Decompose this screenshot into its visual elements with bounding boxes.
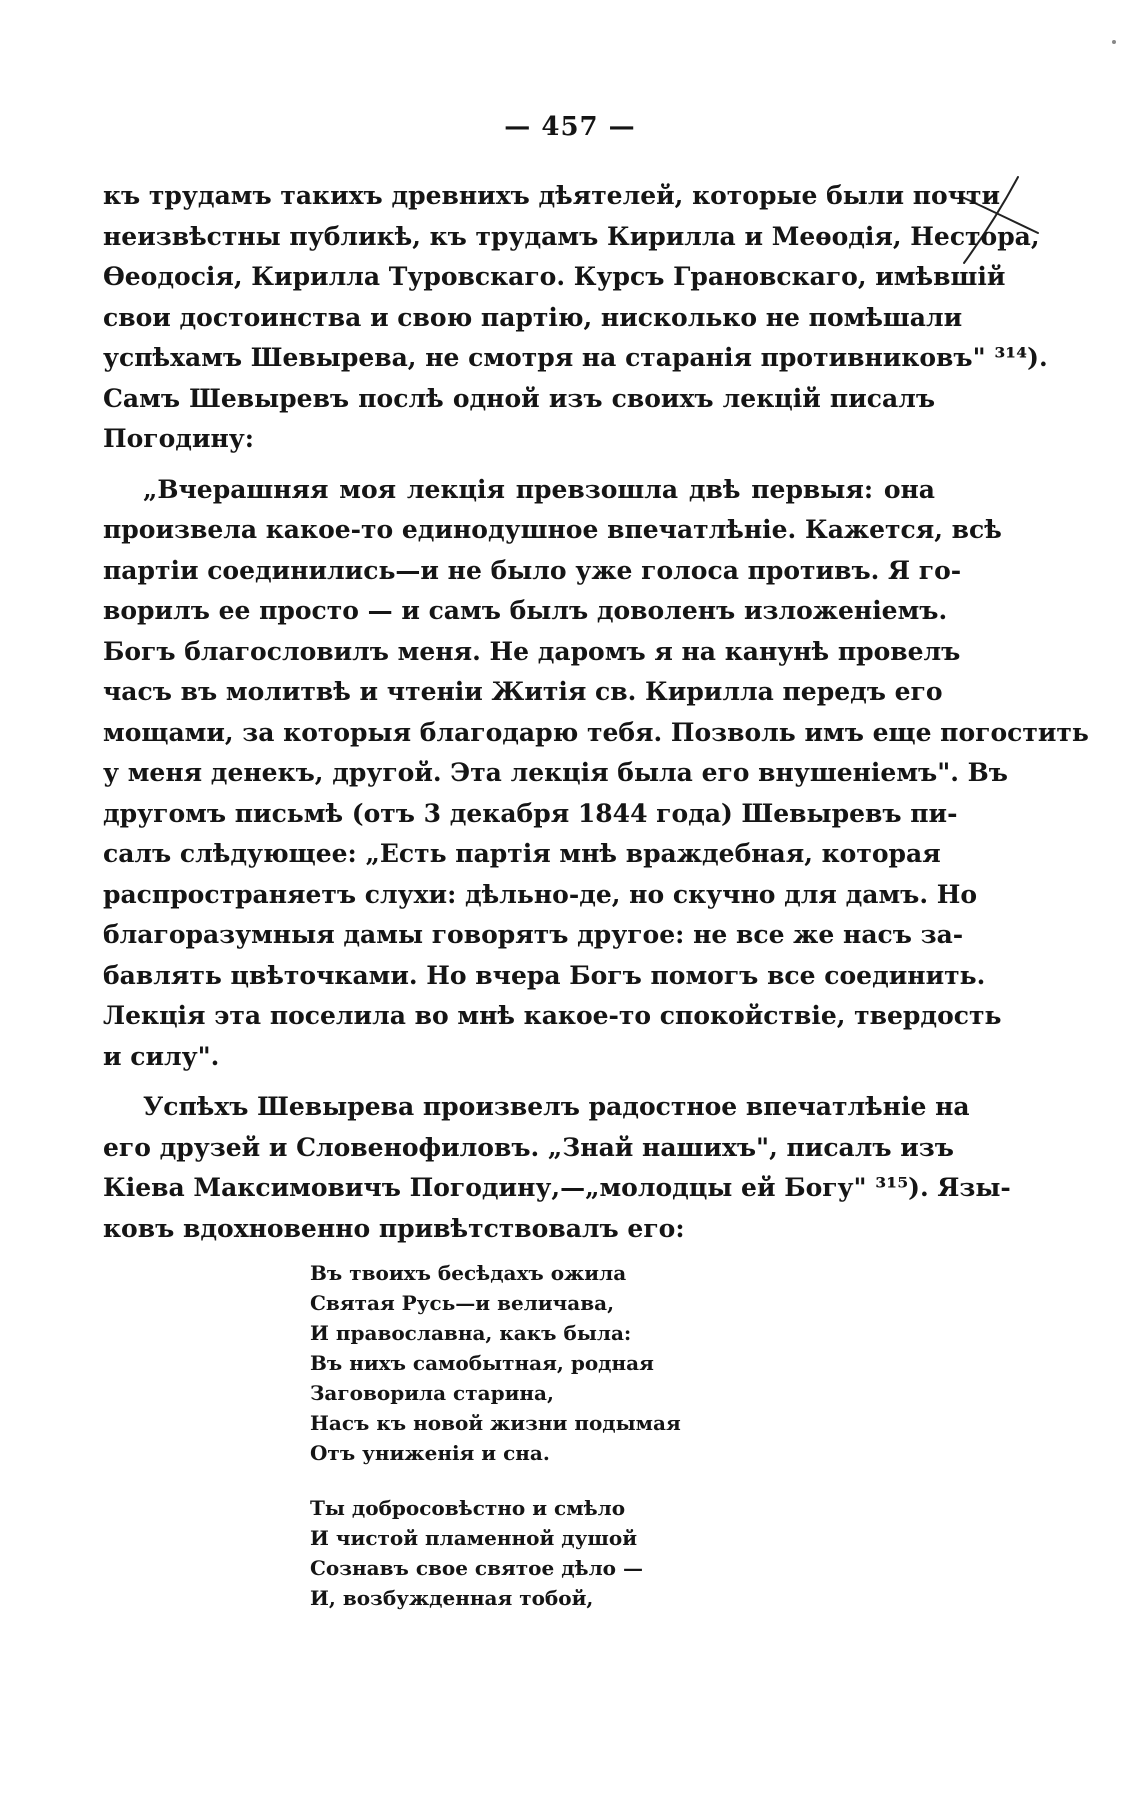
poem-line: Въ нихъ самобытная, родная — [310, 1351, 654, 1375]
text-line: мощами, за которыя благодарю тебя. Позволь имъ еще погостить — [103, 717, 1089, 747]
text-line: свои достоинства и свою партію, нисколько не помѣшали — [103, 302, 963, 332]
poem-line: Насъ къ новой жизни подымая — [310, 1411, 681, 1435]
text-line: его друзей и Словенофиловъ. „Знай нашихъ", писалъ изъ — [103, 1132, 954, 1162]
text-line: произвела какое-то единодушное впечатлѣніе. Кажется, всѣ — [103, 515, 1002, 544]
poem-line: Въ твоихъ бесѣдахъ ожила — [310, 1261, 627, 1285]
ink-speck — [1112, 40, 1116, 44]
text-line: другомъ письмѣ (отъ 3 декабря 1844 года) Шевыревъ пи- — [103, 798, 958, 828]
text-line: распространяетъ слухи: дѣльно-де, но скучно для дамъ. Но — [103, 879, 978, 909]
text-line: салъ слѣдующее: „Есть партія мнѣ враждебная, которая — [103, 839, 941, 868]
text-line: Кіева Максимовичъ Погодину,—„молодцы ей Богу" ³¹⁵). Язы- — [103, 1173, 1011, 1202]
text-line: ковъ вдохновенно привѣтствовалъ его: — [103, 1213, 685, 1243]
poem-stanza — [310, 1258, 730, 1468]
text-line: успѣхамъ Шевырева, не смотря на старанія противниковъ" ³¹⁴). — [103, 343, 1048, 372]
text-line: и силу". — [103, 1041, 220, 1071]
poem-line: И, возбужденная тобой, — [310, 1586, 594, 1610]
text-line: ворилъ ее просто — и самъ былъ доволенъ изложеніемъ. — [103, 596, 948, 625]
poem-stanza — [310, 1493, 730, 1613]
text-line: Успѣхъ Шевырева произвелъ радостное впечатлѣніе на — [143, 1092, 970, 1121]
text-line: Богъ благословилъ меня. Не даромъ я на канунѣ провелъ — [103, 636, 961, 666]
text-line: бавлять цвѣточками. Но вчера Богъ помогъ все соединить. — [103, 960, 986, 990]
text-line: Погодину: — [103, 424, 255, 453]
text-line: неизвѣстны публикѣ, къ трудамъ Кирилла и Меѳодія, Нестора, — [103, 221, 1040, 251]
text-line: Лекція эта поселила во мнѣ какое-то спокойствіе, твердость — [103, 1001, 1002, 1030]
poem-line: Отъ униженія и сна. — [310, 1441, 550, 1465]
poem-line: И православна, какъ была: — [310, 1321, 632, 1345]
text-line: часъ въ молитвѣ и чтеніи Житія св. Кирилла передъ его — [103, 677, 943, 706]
poem-line: Сознавъ свое святое дѣло — — [310, 1556, 643, 1580]
poem-line: Святая Русь—и величава, — [310, 1291, 615, 1315]
text-line: „Вчерашняя моя лекція превзошла двѣ первыя: она — [143, 474, 935, 504]
poem-line: Заговорила старина, — [310, 1381, 554, 1405]
stanza-gap — [310, 1468, 730, 1493]
page-number: — 457 — — [504, 112, 636, 142]
poem — [310, 1258, 730, 1613]
poem-line: И чистой пламенной душой — [310, 1526, 638, 1550]
text-line: партіи соединились—и не было уже голоса противъ. Я го- — [103, 555, 962, 585]
text-line: благоразумныя дамы говорятъ другое: не все же насъ за- — [103, 920, 964, 949]
paragraph-gap — [103, 460, 935, 470]
poem-line: Ты добросовѣстно и смѣло — [310, 1496, 626, 1520]
main-text — [103, 176, 1089, 1249]
paragraph-gap — [103, 1077, 935, 1087]
text-line: у меня денекъ, другой. Эта лекція была его внушеніемъ". Въ — [103, 758, 1008, 787]
text-line: Ѳеодосія, Кирилла Туровскаго. Курсъ Грановскаго, имѣвшій — [103, 262, 1006, 291]
text-line: къ трудамъ такихъ древнихъ дѣятелей, которые были почти — [103, 181, 1001, 210]
text-line: Самъ Шевыревъ послѣ одной изъ своихъ лекцій писалъ — [103, 383, 935, 413]
